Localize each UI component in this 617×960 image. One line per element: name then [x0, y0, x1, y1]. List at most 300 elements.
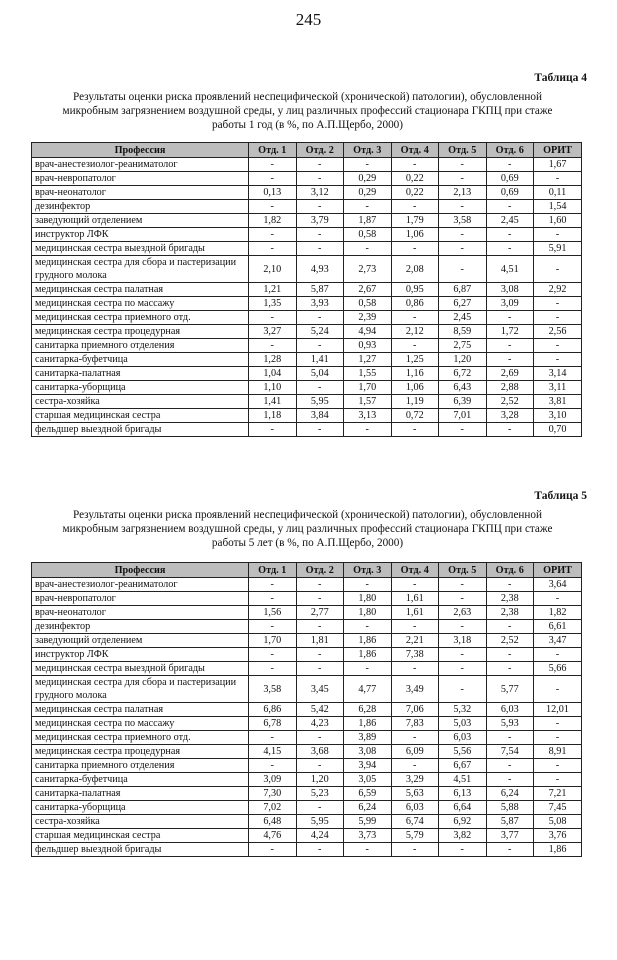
value-cell: 7,21	[534, 787, 582, 801]
value-cell: 3,28	[486, 409, 534, 423]
value-cell: -	[296, 578, 344, 592]
table-row	[32, 353, 582, 367]
value-cell: 0,72	[391, 409, 439, 423]
value-cell: -	[391, 311, 439, 325]
value-cell: 5,87	[486, 815, 534, 829]
caption-line: работы 1 год (в %, по А.П.Щербо, 2000)	[211, 119, 404, 131]
value-cell: 2,38	[486, 606, 534, 620]
value-cell: -	[249, 620, 297, 634]
value-cell: 6,03	[391, 801, 439, 815]
value-cell: 0,58	[344, 297, 392, 311]
value-cell: -	[439, 620, 487, 634]
value-cell: 2,56	[534, 325, 582, 339]
value-cell: -	[534, 648, 582, 662]
value-cell: 0,29	[344, 186, 392, 200]
table-row	[32, 409, 582, 423]
value-cell: -	[249, 759, 297, 773]
value-cell: -	[344, 662, 392, 676]
value-cell: 6,61	[534, 620, 582, 634]
table-row	[32, 256, 582, 283]
table-row	[32, 801, 582, 815]
value-cell: -	[296, 731, 344, 745]
column-header-profession: Профессия	[32, 563, 249, 578]
profession-cell: старшая медицинская сестра	[32, 829, 249, 843]
profession-cell: санитарка-буфетчица	[32, 353, 249, 367]
value-cell: 4,51	[439, 773, 487, 787]
table-row	[32, 311, 582, 325]
value-cell: 0,93	[344, 339, 392, 353]
value-cell: -	[486, 731, 534, 745]
profession-cell: старшая медицинская сестра	[32, 409, 249, 423]
value-cell: 2,63	[439, 606, 487, 620]
value-cell: -	[249, 339, 297, 353]
table-5	[31, 562, 582, 857]
value-cell: -	[249, 423, 297, 437]
profession-cell: медицинская сестра выездной бригады	[32, 242, 249, 256]
value-cell: -	[439, 578, 487, 592]
value-cell: 1,70	[249, 634, 297, 648]
value-cell: 1,20	[439, 353, 487, 367]
value-cell: -	[249, 592, 297, 606]
value-cell: -	[391, 843, 439, 857]
value-cell: 2,13	[439, 186, 487, 200]
profession-cell: санитарка-палатная	[32, 367, 249, 381]
table-4-caption	[30, 90, 585, 132]
value-cell: 5,91	[534, 242, 582, 256]
value-cell: 1,80	[344, 592, 392, 606]
value-cell: 6,03	[486, 703, 534, 717]
column-header: ОРИТ	[534, 563, 582, 578]
value-cell: -	[439, 423, 487, 437]
value-cell: 6,86	[249, 703, 297, 717]
value-cell: -	[296, 242, 344, 256]
profession-cell: врач-невропатолог	[32, 592, 249, 606]
value-cell: 1,20	[296, 773, 344, 787]
value-cell: 3,58	[439, 214, 487, 228]
caption-line: Результаты оценки риска проявлений неспецифической (хронической) патологии), обусловленной	[73, 509, 542, 521]
value-cell: 5,24	[296, 325, 344, 339]
table-row	[32, 186, 582, 200]
table-row	[32, 606, 582, 620]
value-cell: -	[344, 578, 392, 592]
table-row	[32, 578, 582, 592]
table-row	[32, 339, 582, 353]
value-cell: 2,77	[296, 606, 344, 620]
value-cell: -	[486, 311, 534, 325]
value-cell: 1,27	[344, 353, 392, 367]
table-row	[32, 648, 582, 662]
value-cell: -	[344, 843, 392, 857]
value-cell: 1,19	[391, 395, 439, 409]
page-number: 245	[295, 10, 322, 29]
table-row	[32, 745, 582, 759]
value-cell: 7,01	[439, 409, 487, 423]
value-cell: -	[296, 843, 344, 857]
value-cell: -	[296, 158, 344, 172]
value-cell: 2,73	[344, 256, 392, 283]
value-cell: -	[486, 200, 534, 214]
table-row	[32, 773, 582, 787]
value-cell: 1,41	[249, 395, 297, 409]
caption-line: работы 5 лет (в %, по А.П.Щербо, 2000)	[211, 537, 404, 549]
value-cell: -	[486, 228, 534, 242]
value-cell: -	[296, 759, 344, 773]
value-cell: 3,27	[249, 325, 297, 339]
value-cell: 1,41	[296, 353, 344, 367]
value-cell: -	[486, 773, 534, 787]
value-cell: 1,54	[534, 200, 582, 214]
value-cell: -	[439, 228, 487, 242]
profession-cell: дезинфектор	[32, 200, 249, 214]
value-cell: 6,43	[439, 381, 487, 395]
value-cell: 3,29	[391, 773, 439, 787]
value-cell: 5,87	[296, 283, 344, 297]
value-cell: 1,81	[296, 634, 344, 648]
profession-cell: санитарка приемного отделения	[32, 339, 249, 353]
column-header: Отд. 6	[486, 563, 534, 578]
value-cell: 2,10	[249, 256, 297, 283]
value-cell: -	[486, 158, 534, 172]
caption-line: Результаты оценки риска проявлений неспецифической (хронической) патологии), обусловленной	[73, 91, 542, 103]
value-cell: 6,13	[439, 787, 487, 801]
value-cell: 0,86	[391, 297, 439, 311]
value-cell: 0,58	[344, 228, 392, 242]
value-cell: -	[486, 423, 534, 437]
value-cell: -	[391, 759, 439, 773]
profession-cell: врач-невропатолог	[32, 172, 249, 186]
value-cell: 3,08	[486, 283, 534, 297]
value-cell: -	[391, 158, 439, 172]
header-row	[32, 563, 582, 578]
value-cell: 1,80	[344, 606, 392, 620]
profession-cell: медицинская сестра палатная	[32, 283, 249, 297]
value-cell: 2,45	[439, 311, 487, 325]
value-cell: 3,18	[439, 634, 487, 648]
value-cell: -	[439, 843, 487, 857]
value-cell: 5,95	[296, 395, 344, 409]
value-cell: 1,70	[344, 381, 392, 395]
caption-line: микробным загрязнением воздушной среды, у лиц различных профессий стационара ГКПЦ при стаже	[62, 523, 553, 535]
value-cell: 3,45	[296, 676, 344, 703]
value-cell: -	[391, 339, 439, 353]
value-cell: -	[534, 773, 582, 787]
value-cell: 4,24	[296, 829, 344, 843]
profession-cell: фельдшер выездной бригады	[32, 843, 249, 857]
column-header: Отд. 3	[344, 143, 392, 158]
value-cell: 6,64	[439, 801, 487, 815]
table-row	[32, 283, 582, 297]
table-row	[32, 158, 582, 172]
value-cell: -	[534, 256, 582, 283]
value-cell: 5,32	[439, 703, 487, 717]
value-cell: 1,57	[344, 395, 392, 409]
value-cell: -	[486, 843, 534, 857]
value-cell: 6,28	[344, 703, 392, 717]
value-cell: 3,14	[534, 367, 582, 381]
value-cell: 0,29	[344, 172, 392, 186]
value-cell: 1,56	[249, 606, 297, 620]
value-cell: 1,67	[534, 158, 582, 172]
value-cell: 1,21	[249, 283, 297, 297]
value-cell: 5,23	[296, 787, 344, 801]
value-cell: 0,13	[249, 186, 297, 200]
value-cell: 1,79	[391, 214, 439, 228]
value-cell: 3,82	[439, 829, 487, 843]
value-cell: 6,78	[249, 717, 297, 731]
column-header: Отд. 5	[439, 563, 487, 578]
profession-cell: заведующий отделением	[32, 214, 249, 228]
table-row	[32, 620, 582, 634]
table-row	[32, 843, 582, 857]
value-cell: 0,22	[391, 186, 439, 200]
value-cell: 6,39	[439, 395, 487, 409]
value-cell: 2,08	[391, 256, 439, 283]
value-cell: -	[249, 731, 297, 745]
value-cell: 3,58	[249, 676, 297, 703]
value-cell: -	[534, 353, 582, 367]
value-cell: -	[296, 648, 344, 662]
profession-cell: инструктор ЛФК	[32, 228, 249, 242]
value-cell: 3,05	[344, 773, 392, 787]
value-cell: 1,25	[391, 353, 439, 367]
value-cell: -	[249, 200, 297, 214]
value-cell: -	[534, 592, 582, 606]
column-header: Отд. 4	[391, 143, 439, 158]
value-cell: 3,08	[344, 745, 392, 759]
value-cell: 5,77	[486, 676, 534, 703]
profession-cell: санитарка-уборщица	[32, 381, 249, 395]
value-cell: 1,18	[249, 409, 297, 423]
value-cell: 6,67	[439, 759, 487, 773]
value-cell: -	[534, 297, 582, 311]
value-cell: 2,12	[391, 325, 439, 339]
value-cell: -	[486, 759, 534, 773]
value-cell: -	[391, 242, 439, 256]
value-cell: 7,02	[249, 801, 297, 815]
value-cell: -	[249, 662, 297, 676]
value-cell: -	[486, 648, 534, 662]
profession-cell: фельдшер выездной бригады	[32, 423, 249, 437]
value-cell: 5,42	[296, 703, 344, 717]
column-header: Отд. 6	[486, 143, 534, 158]
table-row	[32, 829, 582, 843]
value-cell: -	[391, 662, 439, 676]
value-cell: 5,03	[439, 717, 487, 731]
value-cell: -	[534, 228, 582, 242]
value-cell: -	[249, 578, 297, 592]
header-row	[32, 143, 582, 158]
value-cell: 3,09	[249, 773, 297, 787]
table-row	[32, 367, 582, 381]
value-cell: -	[296, 423, 344, 437]
profession-cell: сестра-хозяйка	[32, 815, 249, 829]
value-cell: 5,56	[439, 745, 487, 759]
table-row	[32, 717, 582, 731]
caption-line: микробным загрязнением воздушной среды, у лиц различных профессий стационара ГКПЦ при стаже	[62, 105, 553, 117]
value-cell: 3,11	[534, 381, 582, 395]
value-cell: 3,93	[296, 297, 344, 311]
value-cell: 1,60	[534, 214, 582, 228]
value-cell: 0,22	[391, 172, 439, 186]
value-cell: 5,08	[534, 815, 582, 829]
value-cell: 0,95	[391, 283, 439, 297]
value-cell: 0,69	[486, 186, 534, 200]
column-header-profession: Профессия	[32, 143, 249, 158]
value-cell: -	[344, 423, 392, 437]
table-row	[32, 676, 582, 703]
column-header: Отд. 3	[344, 563, 392, 578]
value-cell: 6,87	[439, 283, 487, 297]
value-cell: -	[249, 648, 297, 662]
value-cell: 8,91	[534, 745, 582, 759]
value-cell: -	[296, 339, 344, 353]
profession-cell: санитарка приемного отделения	[32, 759, 249, 773]
value-cell: 2,88	[486, 381, 534, 395]
value-cell: -	[391, 578, 439, 592]
value-cell: -	[439, 648, 487, 662]
value-cell: 4,94	[344, 325, 392, 339]
profession-cell: медицинская сестра палатная	[32, 703, 249, 717]
value-cell: 1,61	[391, 606, 439, 620]
profession-cell: медицинская сестра по массажу	[32, 717, 249, 731]
value-cell: -	[296, 172, 344, 186]
value-cell: 3,94	[344, 759, 392, 773]
value-cell: 1,06	[391, 381, 439, 395]
table-row	[32, 172, 582, 186]
value-cell: -	[296, 228, 344, 242]
value-cell: 2,52	[486, 634, 534, 648]
value-cell: 5,88	[486, 801, 534, 815]
value-cell: -	[486, 353, 534, 367]
value-cell: 5,63	[391, 787, 439, 801]
value-cell: -	[296, 662, 344, 676]
value-cell: 6,09	[391, 745, 439, 759]
table-5-label: Таблица 5	[534, 490, 587, 502]
value-cell: 2,38	[486, 592, 534, 606]
table-row	[32, 592, 582, 606]
table-row	[32, 423, 582, 437]
table-row	[32, 787, 582, 801]
column-header: Отд. 5	[439, 143, 487, 158]
value-cell: -	[296, 381, 344, 395]
value-cell: 6,48	[249, 815, 297, 829]
column-header: Отд. 2	[296, 563, 344, 578]
value-cell: 2,52	[486, 395, 534, 409]
value-cell: -	[249, 242, 297, 256]
value-cell: 1,86	[534, 843, 582, 857]
value-cell: -	[439, 676, 487, 703]
value-cell: 6,27	[439, 297, 487, 311]
value-cell: 3,84	[296, 409, 344, 423]
value-cell: 2,92	[534, 283, 582, 297]
value-cell: 4,15	[249, 745, 297, 759]
value-cell: -	[344, 620, 392, 634]
value-cell: 8,59	[439, 325, 487, 339]
value-cell: -	[439, 256, 487, 283]
value-cell: 2,69	[486, 367, 534, 381]
value-cell: 3,77	[486, 829, 534, 843]
profession-cell: врач-неонатолог	[32, 606, 249, 620]
value-cell: -	[439, 662, 487, 676]
value-cell: -	[249, 158, 297, 172]
value-cell: -	[439, 158, 487, 172]
value-cell: 5,93	[486, 717, 534, 731]
value-cell: 1,72	[486, 325, 534, 339]
profession-cell: врач-анестезиолог-реаниматолог	[32, 578, 249, 592]
value-cell: -	[439, 200, 487, 214]
value-cell: 5,04	[296, 367, 344, 381]
value-cell: 7,30	[249, 787, 297, 801]
value-cell: 1,61	[391, 592, 439, 606]
profession-cell: сестра-хозяйка	[32, 395, 249, 409]
value-cell: 7,38	[391, 648, 439, 662]
table-row	[32, 731, 582, 745]
value-cell: 1,87	[344, 214, 392, 228]
value-cell: 3,81	[534, 395, 582, 409]
profession-cell: санитарка-буфетчица	[32, 773, 249, 787]
table-5-caption	[30, 508, 585, 550]
value-cell: 4,77	[344, 676, 392, 703]
value-cell: 3,73	[344, 829, 392, 843]
value-cell: 5,79	[391, 829, 439, 843]
value-cell: -	[439, 172, 487, 186]
table-row	[32, 297, 582, 311]
profession-cell: медицинская сестра для сбора и пастеризации грудного молока	[32, 676, 249, 703]
profession-cell: санитарка-уборщица	[32, 801, 249, 815]
profession-cell: врач-неонатолог	[32, 186, 249, 200]
value-cell: 1,86	[344, 634, 392, 648]
value-cell: -	[534, 759, 582, 773]
value-cell: 1,28	[249, 353, 297, 367]
value-cell: 2,39	[344, 311, 392, 325]
value-cell: 0,11	[534, 186, 582, 200]
value-cell: -	[249, 172, 297, 186]
value-cell: 2,67	[344, 283, 392, 297]
value-cell: -	[249, 311, 297, 325]
value-cell: -	[534, 676, 582, 703]
profession-cell: медицинская сестра для сбора и пастеризации грудного молока	[32, 256, 249, 283]
table-row	[32, 634, 582, 648]
value-cell: 2,21	[391, 634, 439, 648]
value-cell: 7,54	[486, 745, 534, 759]
value-cell: -	[534, 717, 582, 731]
table-row	[32, 815, 582, 829]
column-header: Отд. 1	[249, 143, 297, 158]
value-cell: 1,16	[391, 367, 439, 381]
column-header: Отд. 4	[391, 563, 439, 578]
value-cell: -	[534, 339, 582, 353]
value-cell: 1,35	[249, 297, 297, 311]
value-cell: -	[486, 620, 534, 634]
value-cell: 6,24	[486, 787, 534, 801]
value-cell: 4,23	[296, 717, 344, 731]
value-cell: 3,68	[296, 745, 344, 759]
profession-cell: инструктор ЛФК	[32, 648, 249, 662]
value-cell: -	[391, 200, 439, 214]
value-cell: 6,24	[344, 801, 392, 815]
value-cell: 6,03	[439, 731, 487, 745]
table-4-label: Таблица 4	[534, 72, 587, 84]
table-row	[32, 662, 582, 676]
value-cell: 4,93	[296, 256, 344, 283]
value-cell: 3,89	[344, 731, 392, 745]
column-header: ОРИТ	[534, 143, 582, 158]
column-header: Отд. 2	[296, 143, 344, 158]
value-cell: 3,49	[391, 676, 439, 703]
value-cell: 4,51	[486, 256, 534, 283]
value-cell: 2,45	[486, 214, 534, 228]
value-cell: 3,10	[534, 409, 582, 423]
